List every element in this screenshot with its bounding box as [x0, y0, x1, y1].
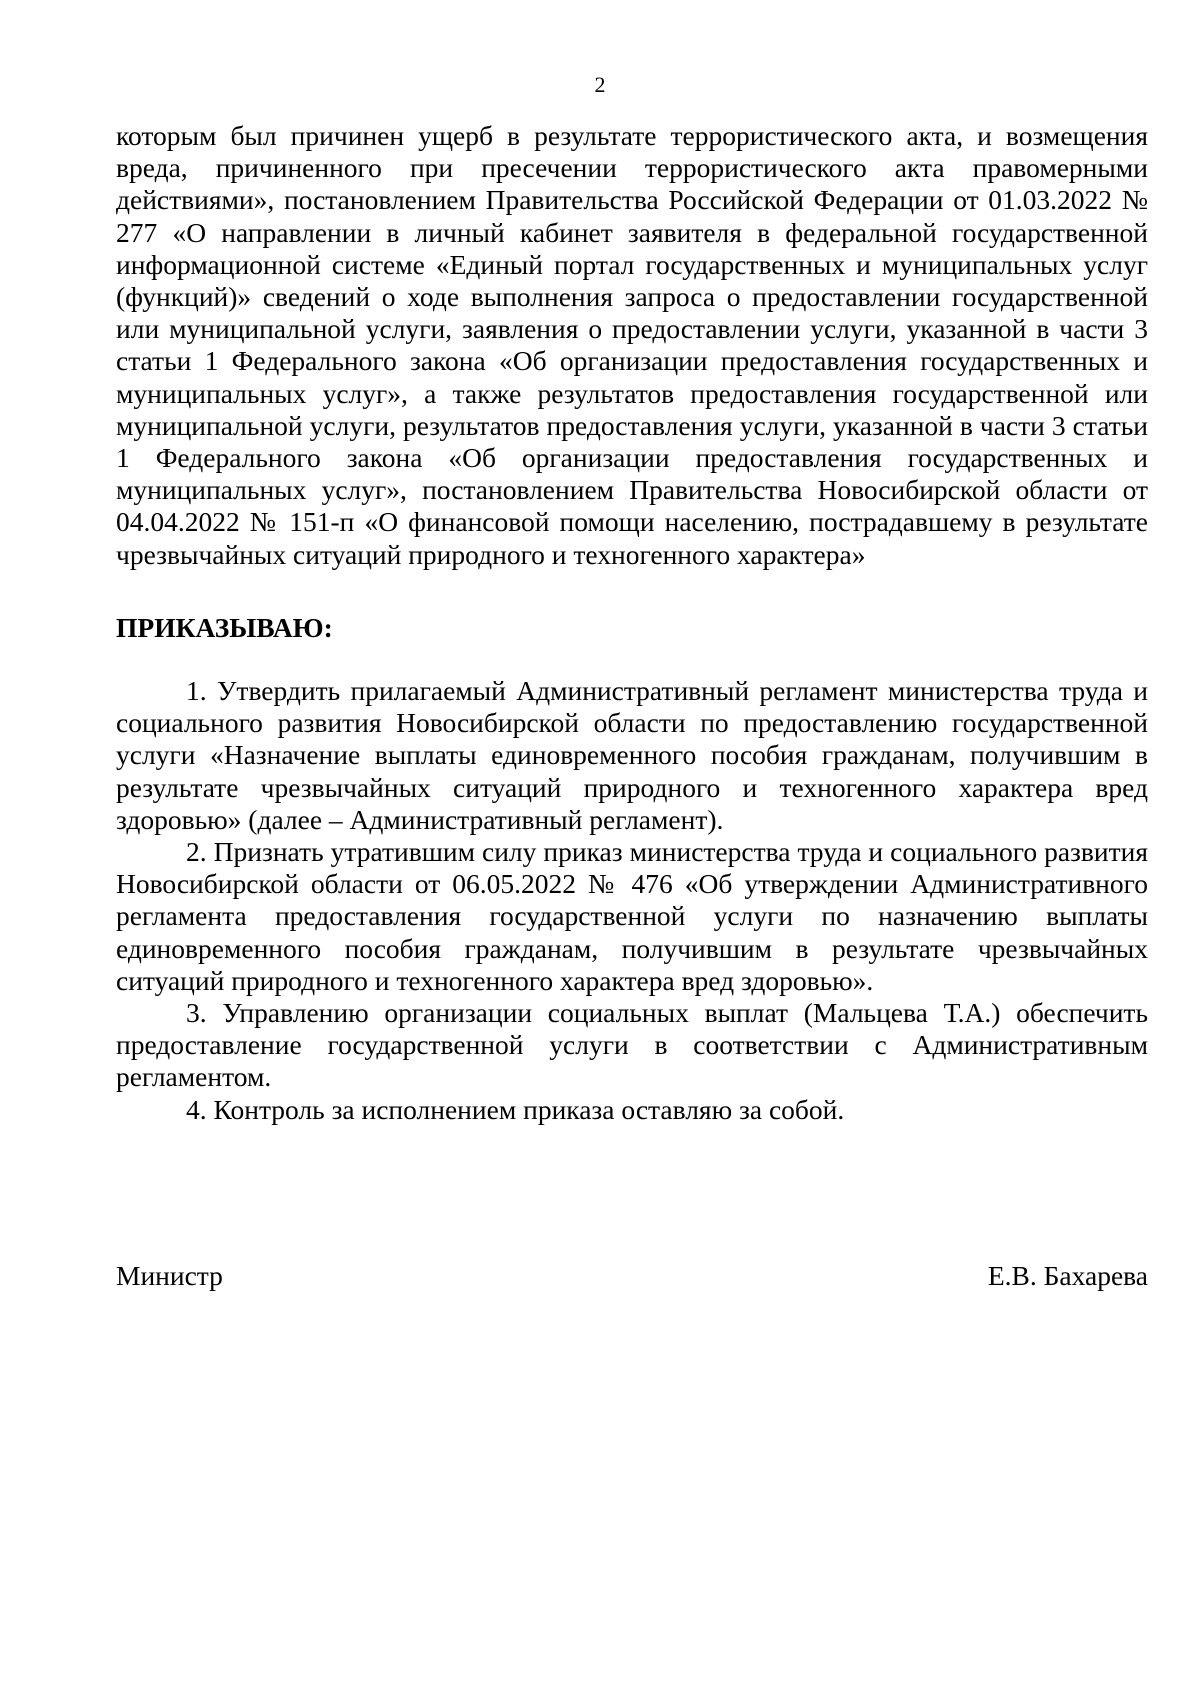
signatory-title: Министр [116, 1260, 223, 1291]
intro-paragraph: которым был причинен ущерб в результате террористического акта, и возмещения вреда, причиненного при пресечении террористического акта правомерными действиями», постановлением Правительства Российской Федерации от 01.03.2022 № 277 «О направлении в личный кабинет заявителя в федеральной государственной информационной системе «Единый портал государственных и муниципальных услуг (функций)» сведений о ходе выполнения запроса о предоставлении государственной или муниципальной услуги, заявления о предоставлении услуги, указанной в части 3 статьи 1 Федерального закона «Об организации предоставления государственных и муниципальных услуг», а также результатов предоставления государственной или муниципальной услуги, результатов предоставления услуги, указанной в части 3 статьи 1 Федерального закона «Об организации предоставления государственных и муниципальных услуг», постановлением Правительства Новосибирской области от 04.04.2022 № 151-п «О финансовой помощи населению, пострадавшему в результате чрезвычайных ситуаций природного и техногенного характера» [116, 120, 1148, 570]
order-item-1: 1. Утвердить прилагаемый Административный регламент министерства труда и социального развития Новосибирской области по предоставлению государственной услуги «Назначение выплаты единовременного пособия гражданам, получившим в результате чрезвычайных ситуаций природного и техногенного характера вред здоровью» (далее – Административный регламент). [116, 675, 1148, 835]
signatory-name: Е.В. Бахарева [987, 1260, 1148, 1291]
order-heading: ПРИКАЗЫВАЮ: [116, 612, 333, 643]
order-item-3: 3. Управлению организации социальных выплат (Мальцева Т.А.) обеспечить предоставление государственной услуги в соответствии с Административным регламентом. [116, 997, 1148, 1093]
intro-paragraph-block [116, 120, 1148, 571]
order-item-2: 2. Признать утратившим силу приказ министерства труда и социального развития Новосибирской области от 06.05.2022 № 476 «Об утверждении Административного регламента предоставления государственной услуги по назначению выплаты единовременного пособия гражданам, получившим в результате чрезвычайных ситуаций природного и техногенного характера вред здоровью». [116, 836, 1148, 996]
order-item-4: 4. Контроль за исполнением приказа оставляю за собой. [186, 1093, 845, 1125]
order-items [116, 675, 1148, 1126]
page-number: 2 [594, 72, 606, 97]
